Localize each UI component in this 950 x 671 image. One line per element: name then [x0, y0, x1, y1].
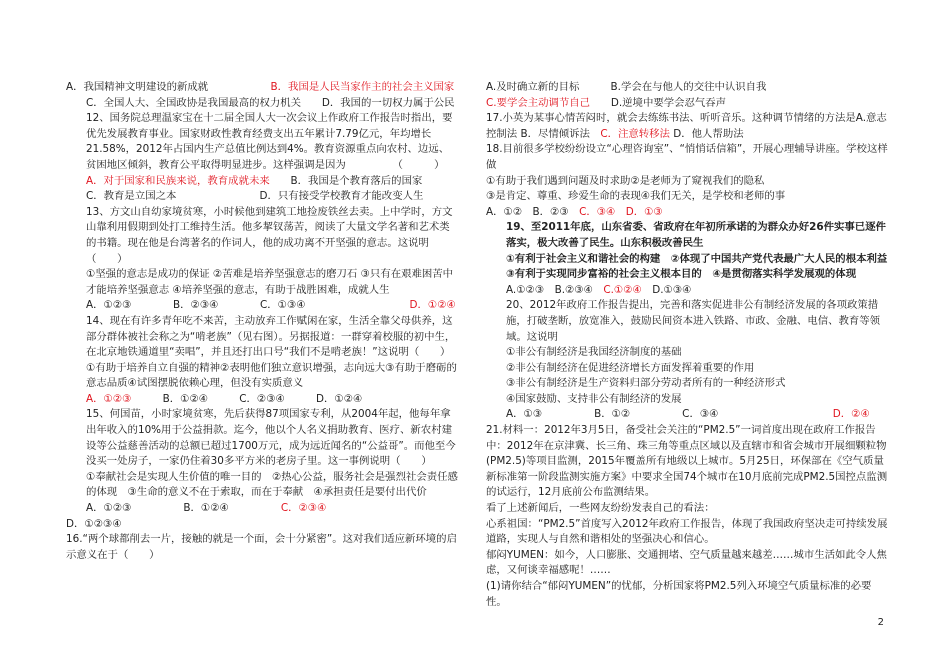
q19-statement-text: ①有利于社会主义和谐社会的构建 ②体现了中国共产党代表最广大人民的根本利益 ③有利于实现同步富裕的社会主义根本目的 ④是贯彻落实科学发展观的体现 [506, 252, 898, 281]
q18-stem: 18.目前很多学校纷纷设立“心理咨询室”、“悄悄话信箱”，开展心理辅导讲座。学校这样做 [486, 143, 888, 171]
q20-options: A．①③ B．①② C．③④ D．②④ [506, 408, 870, 421]
q14-options: A．①②③ B．①②④ C．②③④ D．①②④ [86, 392, 363, 405]
q18-statement-1: ①有助于我们遇到问题及时求助②是老师为了窥视我们的隐私 [486, 174, 765, 187]
q18-answer: C．③④ D．①③ [579, 205, 663, 218]
q17-stem: 17.小英为某事心情苦闷时，就会去练练书法、听听音乐。这种调节情绪的方法是A.意志控制法 B．尽情倾诉法 C．注意转移法 D．他人帮助法 [486, 112, 887, 140]
q21-material: 21.材料一：2012年3月5日，备受社会关注的“PM2.5”一词首度出现在政府工作报告中：2012年在京津冀、长三角、珠三角等重点区域以及直辖市和省会城市开展细颗粒物(PM2.5)等项目监测，2015年覆盖所有地级以上城市。5月25日，环保部在《空气质量新标准第一阶段监测实施方案》中要求全国74个城市在10月底前完成PM2.5国控点监测的试运行，12月底前公布监测结果。 [486, 424, 888, 499]
q16-options-cd: C.要学会主动调节自己 D.逆境中要学会忍气吞声 [486, 96, 727, 109]
q13-answer-d: D．①②④ [409, 299, 456, 312]
q12-stem: 12、国务院总理温家宝在十二届全国人大一次会议上作政府工作报告时指出，要优先发展教育事业。国家财政性教育经费支出五年累计7.79亿元，年均增长21.58%，2012年占国内生产总值比例达到4%。教育资源重点向农村、边远、贫困地区倾斜，教育公平取得明显进步。这样强调是因为 （ ） [86, 112, 453, 171]
q21-view-2: 郁闷YUMEN：如今，人口膨胀、交通拥堵、空气质量越来越差……城市生活如此令人焦虑，又何谈幸福感呢！…… [486, 548, 887, 577]
q15-answer-c: C．②③④ [280, 502, 327, 515]
q17-answer-c: C．注意转移法 [600, 127, 670, 140]
q12-answer-a: A．对于国家和民族来说，教育成就未来 [86, 174, 270, 187]
q11-option-c: C．全国人大、全国政协是我国最高的权力机关 D．我国的一切权力属于公民 [86, 96, 455, 109]
q16-options-ab: A.及时确立新的目标 B.学会在与他人的交往中认识自我 [486, 81, 767, 93]
q16-stem: 16.“两个球都削去一片，接触的就是一个面，会十分紧密”。这对我们适应新环境的启示意义在于（ ） [66, 533, 457, 561]
q12-options-cd: C．教育是立国之本 D．只有接受学校教育才能改变人生 [86, 190, 424, 203]
q13-statements: ①坚强的意志是成功的保证 ②苦难是培养坚强意志的磨刀石 ③只有在艰难困苦中才能培养坚强意志 ④培养坚强的意志，有助于战胜困难，成就人生 [86, 268, 454, 296]
q15-options: A．①②③ B．①②④ C．②③④ [86, 502, 327, 515]
q20-statement-1: ①非公有制经济是我国经济制度的基础 [506, 346, 682, 359]
q21-intro: 看了上述新闻后，一些网友纷纷发表自己的看法： [486, 502, 715, 515]
q11-answer-b: B．我国是人民当家作主的社会主义国家 [270, 81, 455, 93]
q20-answer-d: D．②④ [832, 408, 870, 421]
left-column [66, 80, 458, 563]
q20-statement-2: ②非公有制经济在促进经济增长方面发挥着重要的作用 [506, 361, 755, 374]
q11-options-ab: A．我国精神文明建设的新成就 B．我国是人民当家作主的社会主义国家 [66, 81, 455, 93]
q20-statement-4: ④国家鼓励、支持非公有制经济的发展 [506, 392, 682, 405]
q18-statement-2: ③是肯定、尊重、珍爱生命的表现④我们无关，是学校和老师的事 [486, 190, 786, 203]
q15-statements: ①奉献社会是实现人生价值的唯一目的 ②热心公益，服务社会是强烈社会责任感的体现 ③生命的意义不在于索取，而在于奉献 ④承担责任是要付出代价 [86, 470, 458, 499]
q16-answer-c: C.要学会主动调节自己 [486, 96, 591, 109]
q15-stem: 15、何国苗，小时家境贫寒，先后获得87项国家专利，从2004年起，他每年拿出年收入的10%用于公益捐款。迄今，他以个人名义捐助教育、医疗、新农村建设等公益慈善活动的总额已超过1700万元，成为远近闻名的“公益哥”。而他至今没买一处房子，一家仍住着30多平方米的老房子里。这一事例说明（ ） [86, 408, 456, 468]
q21-view-1: 心系祖国：“PM2.5”首度写入2012年政府工作报告，体现了我国政府坚决走可持续发展道路，实现人与自然和谐相处的坚强决心和信心。 [486, 517, 888, 546]
q20-stem: 20、2012年政府工作报告提出，完善和落实促进非公有制经济发展的各项政策措施，打破垄断，放宽准入，鼓励民间资本进入铁路、市政、金融、电信、教育等领域。这说明 [506, 299, 881, 343]
right-column [486, 80, 898, 610]
q14-stem: 14、现在有许多青年吃不来苦，主动放弃工作赋闲在家，生活全靠父母供养，这部分群体被社会称之为“啃老族”（见右图）。另据报道：一群穿着校服的初中生，在北京地铁通道里“卖唱”，并且还打出口号“我们不是啃老族！”这说明（ ） [86, 314, 456, 359]
q19-answer-c: C.①②④ [603, 283, 642, 296]
page-number: 2 [877, 617, 884, 628]
q20-statement-3: ③非公有制经济是生产资料归部分劳动者所有的一种经济形式 [506, 377, 786, 390]
q14-answer-a: A．①②③ [86, 392, 132, 405]
q15-option-d: D．①②③④ [66, 517, 122, 530]
q19-statements: ①有利于社会主义和谐社会的构建 ②体现了中国共产党代表最广大人民的根本利益 ③有利于实现同步富裕的社会主义根本目的 ④是贯彻落实科学发展观的体现 A.①②③ B.②③④ C.①②④ D.①③④ [506, 252, 898, 296]
q14-statements: ①有助于培养自立自强的精神②表明他们独立意识增强，志向远大③有助于磨砺的意志品质④试图摆脱依赖心理，但没有实质意义 [86, 361, 457, 390]
q12-options-ab: A．对于国家和民族来说，教育成就未来 B．我国是个教育落后的国家 [86, 174, 423, 187]
q13-options: A．①②③ B．②③④ C．①③④ D．①②④ [86, 299, 456, 312]
q18-options: A．①② B．②③ C．③④ D．①③ [486, 205, 663, 218]
q13-stem: 13、方文山自幼家境贫寒，小时候他到建筑工地捡废铁丝去卖。上中学时，方文山靠利用假期到处打工维持生活。他多挈钗荡苦，阅读了大量文学名著和艺术类的书籍。现在他是台湾著名的作词人，他的成功离不开坚强的意志。这说明（ ） [86, 205, 453, 265]
q21-question-1: (1)请你结合“郁闷YUMEN”的忧郁，分析国家将PM2.5列入环境空气质量标准的必要性。 [486, 580, 872, 608]
q19-stem: 19、至2011年底，山东省委、省政府在年初所承诺的为群众办好26件实事已逐件落实，极大改善了民生。山东积极改善民生 [506, 221, 886, 249]
